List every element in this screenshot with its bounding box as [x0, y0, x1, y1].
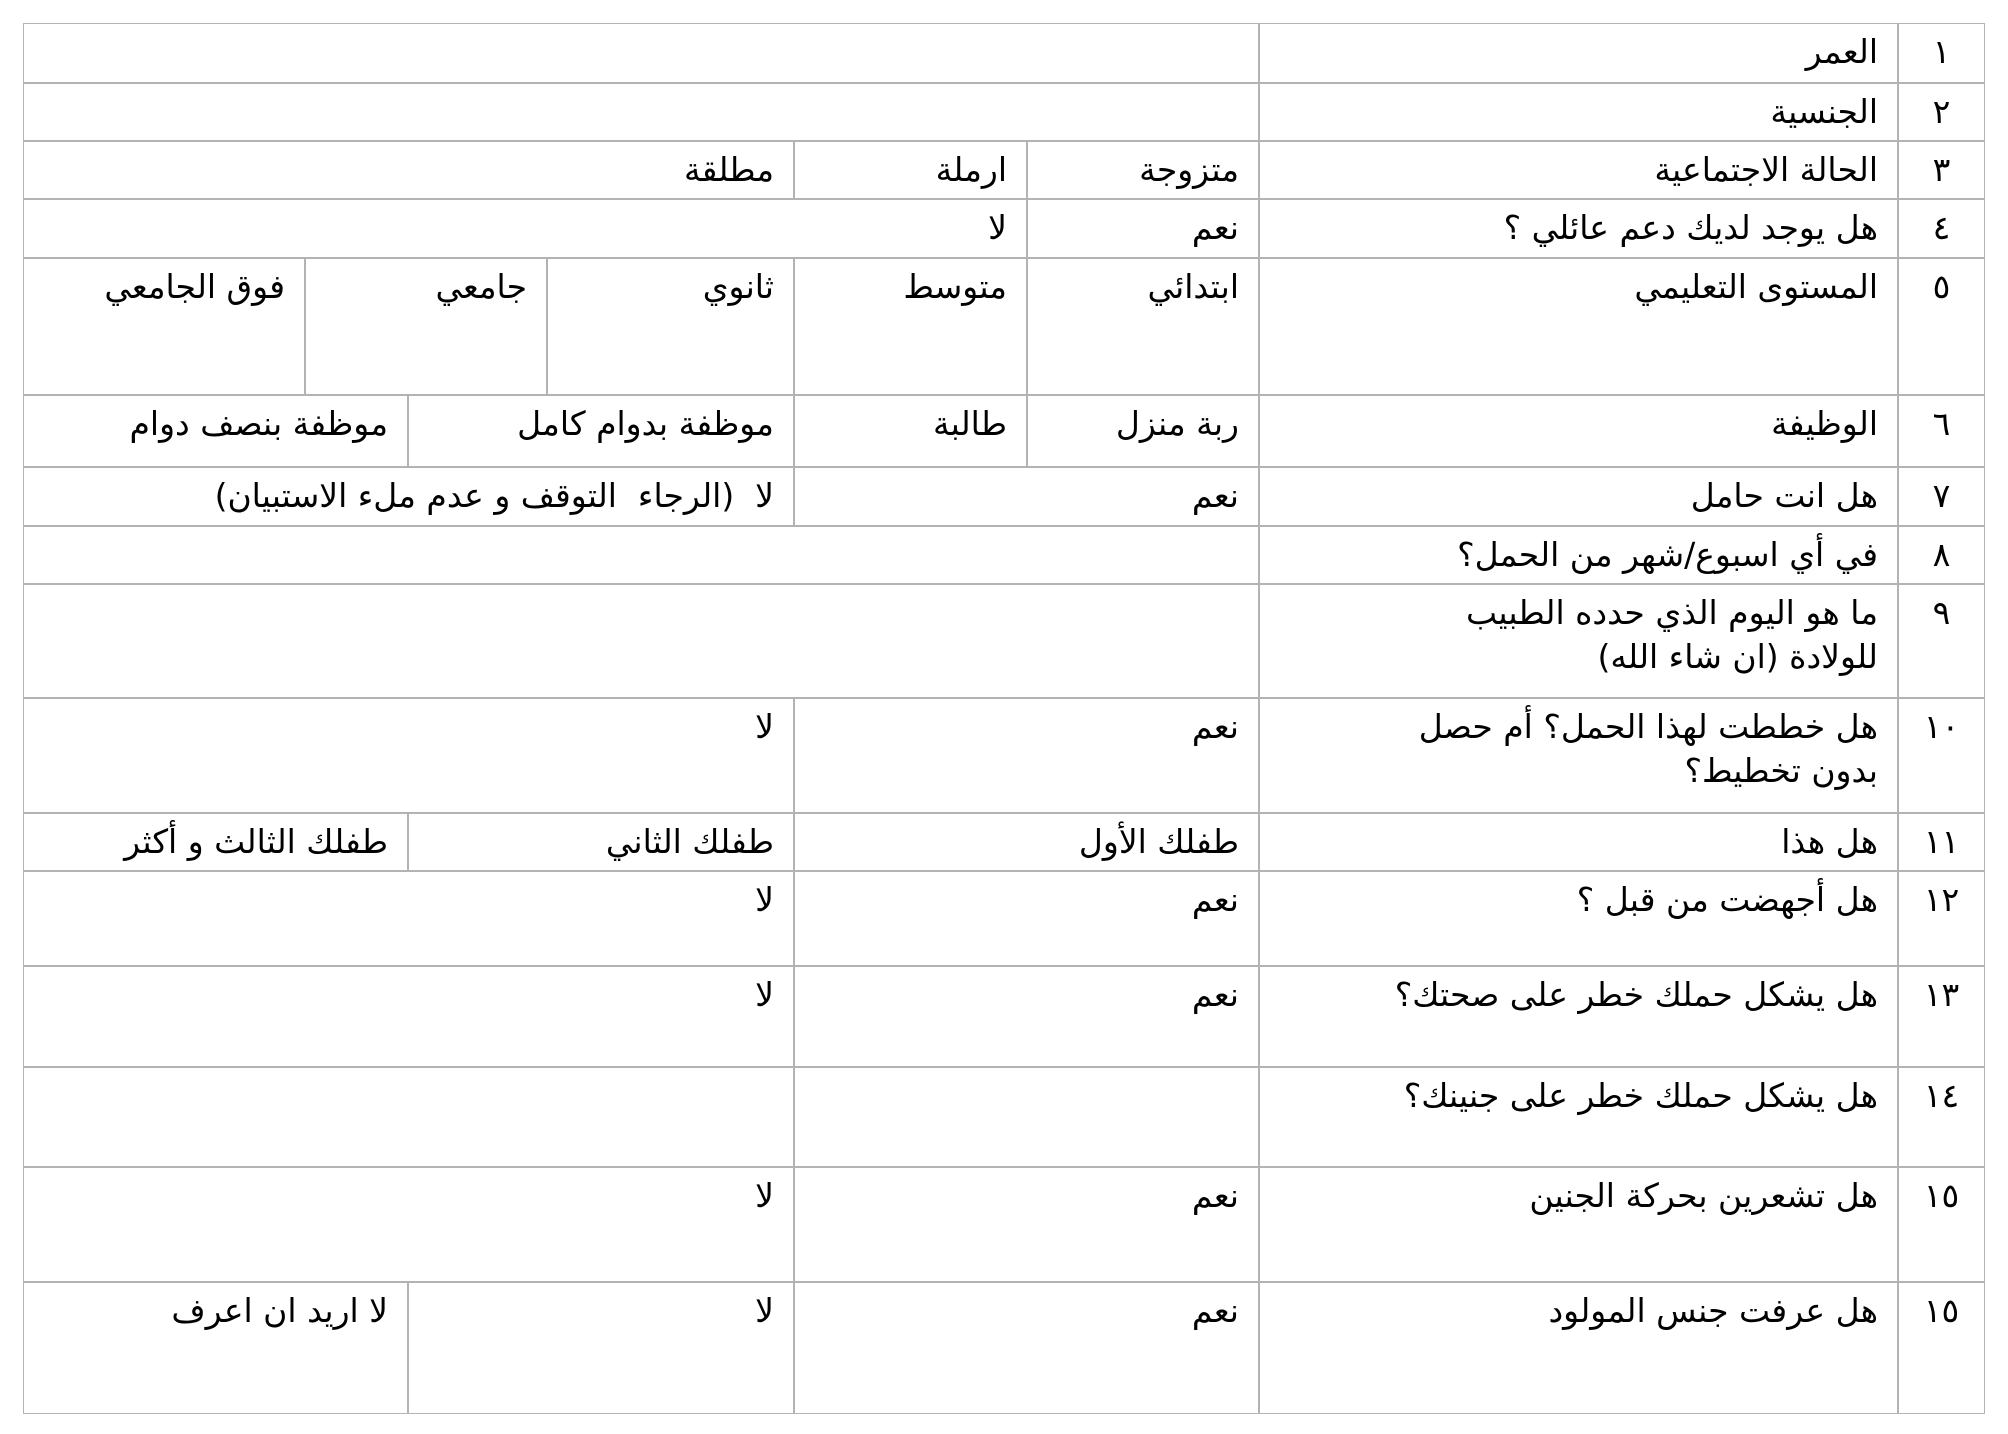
row-number: ٦ [1932, 404, 1951, 443]
answer-option: ارملة [935, 150, 1007, 189]
row-number: ٢ [1932, 92, 1951, 131]
question-text: هل يشكل حملك خطر على صحتك؟ [1394, 975, 1878, 1014]
row-number: ١٥ [1923, 1176, 1960, 1215]
row-number: ١٣ [1923, 975, 1960, 1014]
answer-option: لا [755, 880, 774, 919]
row-number: ٧ [1932, 476, 1951, 515]
row-number: ١١ [1923, 822, 1960, 861]
answer-option: لا [755, 975, 774, 1014]
row-number: ١٢ [1923, 880, 1960, 919]
answer-option: لا [988, 208, 1007, 247]
answer-option: نعم [1191, 707, 1239, 746]
row-number: ١ [1932, 32, 1951, 71]
row-number: ٣ [1932, 150, 1951, 189]
answer-option: لا [755, 1291, 774, 1330]
question-text: هل تشعرين بحركة الجنين [1529, 1176, 1878, 1215]
answer-option: ثانوي [702, 267, 774, 306]
answer-option: لا [755, 1176, 774, 1215]
question-text: الحالة الاجتماعية [1654, 150, 1878, 189]
question-text: هل هذا [1781, 822, 1878, 861]
answer-option: لا [755, 707, 774, 746]
question-text: المستوى التعليمي [1634, 267, 1878, 306]
row-number: ١٤ [1923, 1076, 1960, 1115]
answer-option: نعم [1191, 208, 1239, 247]
answer-option: نعم [1191, 1176, 1239, 1215]
answer-option: متزوجة [1139, 150, 1239, 189]
row-number: ٩ [1932, 593, 1951, 632]
questionnaire-table [23, 23, 1985, 1414]
answer-option: طفلك الثالث و أكثر [124, 822, 388, 861]
question-text: هل يشكل حملك خطر على جنينك؟ [1403, 1076, 1878, 1115]
question-text: هل انت حامل [1690, 476, 1878, 515]
answer-option: ابتدائي [1147, 267, 1239, 306]
question-text: هل يوجد لديك دعم عائلي ؟ [1503, 208, 1878, 247]
answer-option: لا (الرجاء التوقف و عدم ملء الاستبيان) [214, 476, 774, 515]
answer-option: جامعي [435, 267, 527, 306]
answer-option: نعم [1191, 1291, 1239, 1330]
question-text: الجنسية [1770, 92, 1878, 131]
answer-option: نعم [1191, 880, 1239, 919]
answer-option: طالبة [932, 404, 1007, 443]
answer-option: طفلك الأول [1078, 822, 1239, 861]
row-number: ٨ [1932, 535, 1951, 574]
question-text: هل أجهضت من قبل ؟ [1576, 880, 1878, 919]
row-number: ٤ [1932, 208, 1951, 247]
answer-option: موظفة بنصف دوام [129, 404, 388, 443]
answer-option: طفلك الثاني [605, 822, 774, 861]
row-number: ١٥ [1923, 1291, 1960, 1330]
question-text: في أي اسبوع/شهر من الحمل؟ [1457, 535, 1878, 574]
row-number: ٥ [1932, 267, 1951, 306]
question-text: الوظيفة [1771, 404, 1878, 443]
question-text: هل عرفت جنس المولود [1548, 1291, 1878, 1330]
question-text: العمر [1805, 32, 1878, 71]
question-text: هل خططت لهذا الحمل؟ أم حصل بدون تخطيط؟ [1418, 707, 1878, 790]
answer-option: متوسط [903, 267, 1007, 306]
answer-option: ربة منزل [1115, 404, 1239, 443]
answer-option: نعم [1191, 975, 1239, 1014]
answer-option: موظفة بدوام كامل [517, 404, 774, 443]
answer-option: مطلقة [683, 150, 774, 189]
question-text: ما هو اليوم الذي حدده الطبيب للولادة (ان شاء الله) [1466, 593, 1878, 676]
answer-option: لا اريد ان اعرف [171, 1291, 388, 1330]
row-number: ١٠ [1923, 707, 1960, 746]
answer-option: نعم [1191, 476, 1239, 515]
answer-option: فوق الجامعي [104, 267, 285, 306]
